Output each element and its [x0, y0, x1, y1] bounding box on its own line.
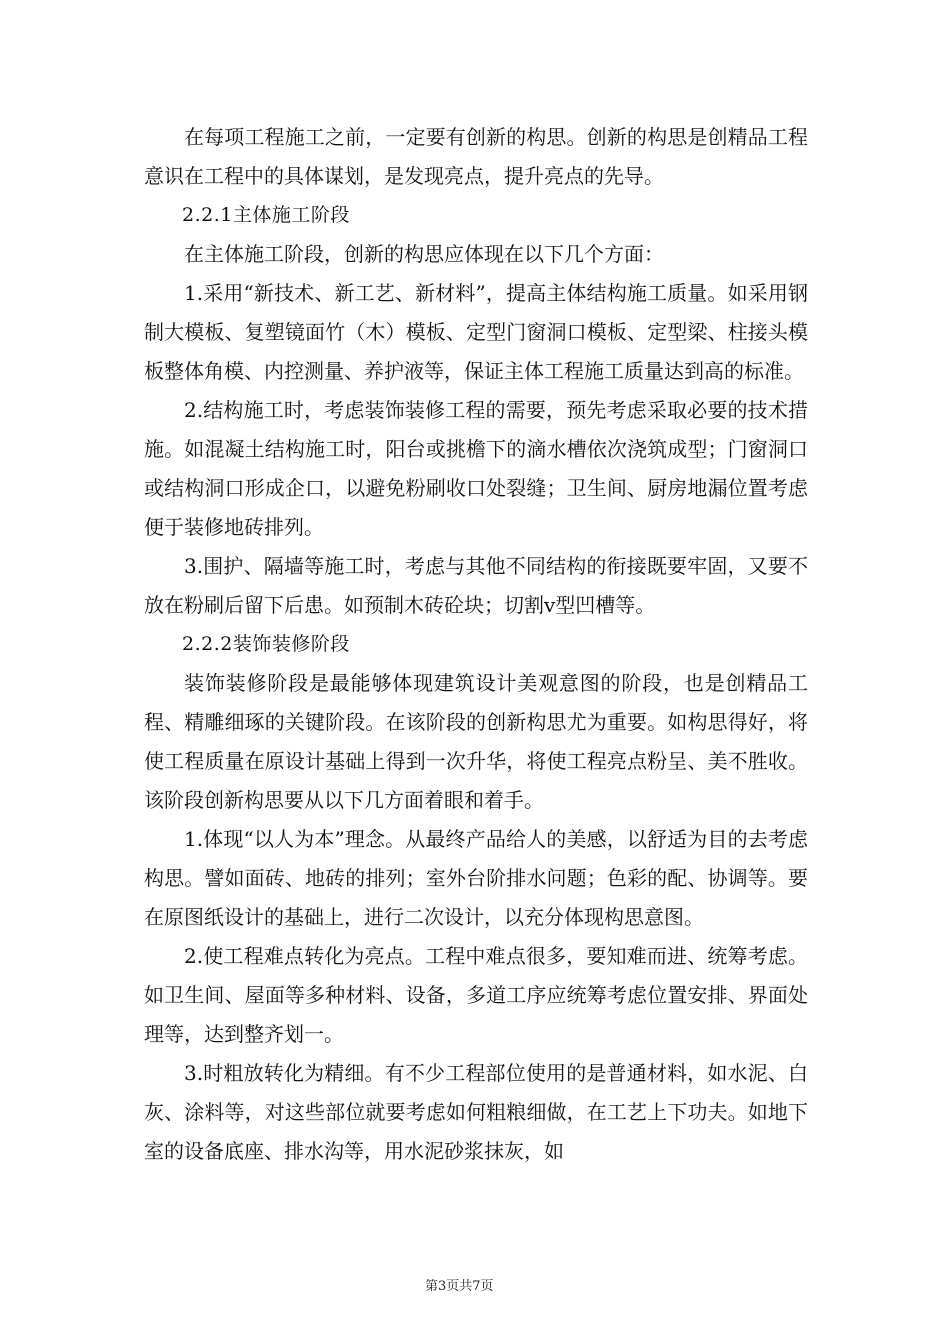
paragraph-item-2-difficulty: 2.使工程难点转化为亮点。工程中难点很多，要知难而进、统筹考虑。如卫生间、屋面等多种材料、设备，多道工序应统筹考虑位置安排、界面处理等，达到整齐划一。	[144, 944, 808, 1046]
paragraph-item-1-new-tech: 1.采用“新技术、新工艺、新材料”，提高主体结构施工质量。如采用钢制大模板、复塑镜面竹（木）模板、定型门窗洞口模板、定型梁、柱接头模板整体角模、内控测量、养护液等，保证主体工程施工质量达到高的标准。	[144, 281, 808, 383]
paragraph-intro: 在每项工程施工之前，一定要有创新的构思。创新的构思是创精品工程意识在工程中的具体谋划，是发现亮点，提升亮点的先导。	[144, 125, 808, 188]
document-body	[144, 118, 808, 1171]
paragraph-item-3-refinement: 3.时粗放转化为精细。有不少工程部位使用的是普通材料，如水泥、白灰、涂料等，对这些部位就要考虑如何粗粮细做，在工艺上下功夫。如地下室的设备底座、排水沟等，用水泥砂浆抹灰，如	[144, 1061, 808, 1163]
paragraph-item-2-structure: 2.结构施工时，考虑装饰装修工程的需要，预先考虑采取必要的技术措施。如混凝土结构施工时，阳台或挑檐下的滴水槽依次浇筑成型；门窗洞口或结构洞口形成企口，以避免粉刷收口处裂缝；卫生间、厨房地漏位置考虑便于装修地砖排列。	[144, 398, 808, 539]
paragraph-item-1-people-oriented: 1.体现“以人为本”理念。从最终产品给人的美感，以舒适为目的去考虑构思。譬如面砖、地砖的排列；室外台阶排水问题；色彩的配、协调等。要在原图纸设计的基础上，进行二次设计，以充分体现构思意图。	[144, 827, 808, 929]
page-number-footer: 第3页共7页	[425, 1279, 494, 1294]
paragraph-main-construction: 在主体施工阶段，创新的构思应体现在以下几个方面：	[184, 242, 664, 266]
section-heading-2-2-1: 2.2.1主体施工阶段	[182, 204, 350, 226]
paragraph-item-3-partition: 3.围护、隔墙等施工时，考虑与其他不同结构的衔接既要牢固，又要不放在粉刷后留下后患。如预制木砖砼块；切割v型凹槽等。	[144, 554, 808, 617]
paragraph-decoration-stage: 装饰装修阶段是最能够体现建筑设计美观意图的阶段，也是创精品工程、精雕细琢的关键阶段。在该阶段的创新构思尤为重要。如构思得好，将使工程质量在原设计基础上得到一次升华，将使工程亮点粉呈、美不胜收。该阶段创新构思要从以下几方面着眼和着手。	[144, 671, 808, 812]
section-heading-2-2-2: 2.2.2装饰装修阶段	[182, 633, 350, 655]
